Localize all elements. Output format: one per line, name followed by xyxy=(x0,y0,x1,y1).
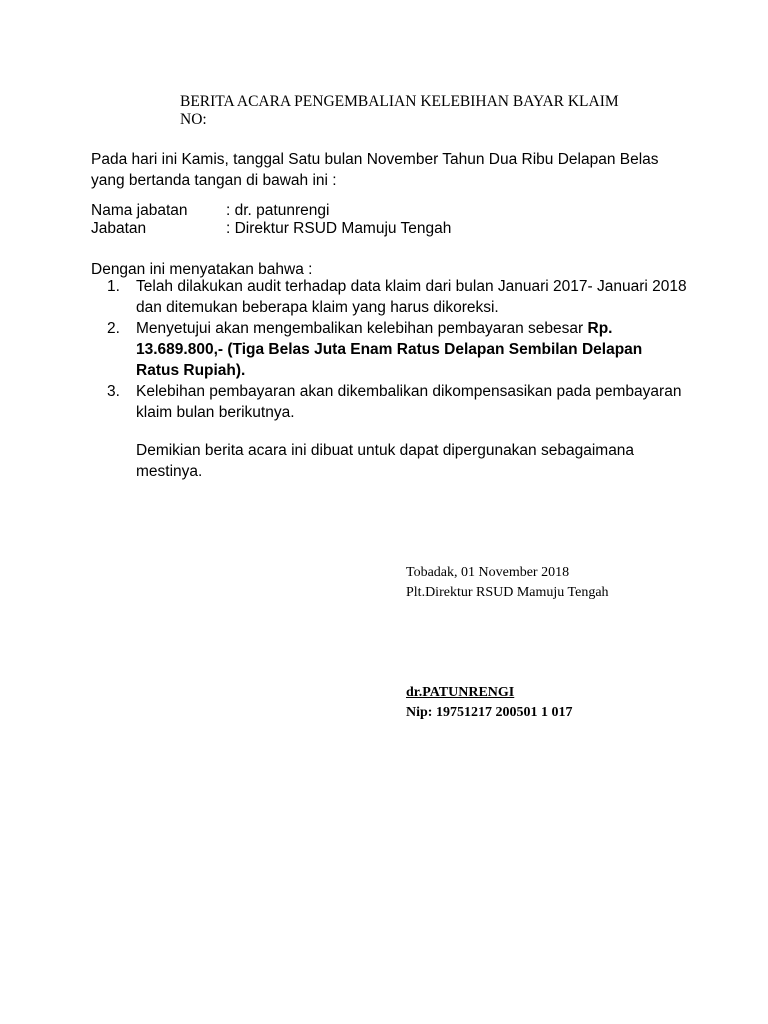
amount-prefix: Rp. xyxy=(587,320,613,337)
signatory-nip: Nip: 19751217 200501 1 017 xyxy=(406,705,573,720)
closing-line-2: mestinya. xyxy=(136,463,203,480)
statement-list xyxy=(107,276,707,423)
item-line: klaim bulan berikutnya. xyxy=(136,404,295,421)
field-label: Nama jabatan xyxy=(91,202,188,219)
field-label: Jabatan xyxy=(91,220,147,237)
amount-line: 13.689.800,- (Tiga Belas Juta Enam Ratus Delapan Sembilan Delapan xyxy=(136,341,643,358)
item-line: Telah dilakukan audit terhadap data klaim dari bulan Januari 2017- Januari 2018 xyxy=(136,278,687,295)
list-item xyxy=(107,318,707,381)
title-line: BERITA ACARA PENGEMBALIAN KELEBIHAN BAYAR KLAIM xyxy=(180,93,619,110)
list-item xyxy=(107,276,707,318)
item-body xyxy=(136,318,707,381)
closing-paragraph xyxy=(136,440,634,482)
document-title xyxy=(180,93,619,129)
opening-line-1: Pada hari ini Kamis, tanggal Satu bulan November Tahun Dua Ribu Delapan Belas xyxy=(91,151,659,168)
item-text: Menyetujui akan mengembalikan kelebihan pembayaran sebesar xyxy=(136,320,588,337)
item-number: 1. xyxy=(107,278,120,295)
opening-paragraph xyxy=(91,149,659,191)
signatory-position: Plt.Direktur RSUD Mamuju Tengah xyxy=(406,585,609,600)
item-line xyxy=(136,318,707,339)
item-number: 2. xyxy=(107,320,120,337)
opening-line-2: yang bertanda tangan di bawah ini : xyxy=(91,172,337,189)
item-line: Kelebihan pembayaran akan dikembalikan dikompensasikan pada pembayaran xyxy=(136,383,682,400)
item-body xyxy=(136,381,707,423)
place-date: Tobadak, 01 November 2018 xyxy=(406,565,570,580)
field-value: : Direktur RSUD Mamuju Tengah xyxy=(226,220,452,237)
field-row-name xyxy=(91,202,451,220)
item-body xyxy=(136,276,707,318)
identity-fields xyxy=(91,202,451,238)
closing-line-1: Demikian berita acara ini dibuat untuk dapat dipergunakan sebagaimana xyxy=(136,442,635,459)
field-value: : dr. patunrengi xyxy=(226,202,330,219)
list-item xyxy=(107,381,707,423)
number-line: NO: xyxy=(180,111,207,128)
item-number: 3. xyxy=(107,383,120,400)
item-line: dan ditemukan beberapa klaim yang harus dikoreksi. xyxy=(136,299,499,316)
signatory-name: dr.PATUNRENGI xyxy=(406,685,515,700)
field-row-position xyxy=(91,220,451,238)
amount-line: Ratus Rupiah). xyxy=(136,362,246,379)
signature-header xyxy=(406,563,609,603)
signature-block xyxy=(406,683,572,723)
statement-intro: Dengan ini menyatakan bahwa : xyxy=(91,261,313,278)
